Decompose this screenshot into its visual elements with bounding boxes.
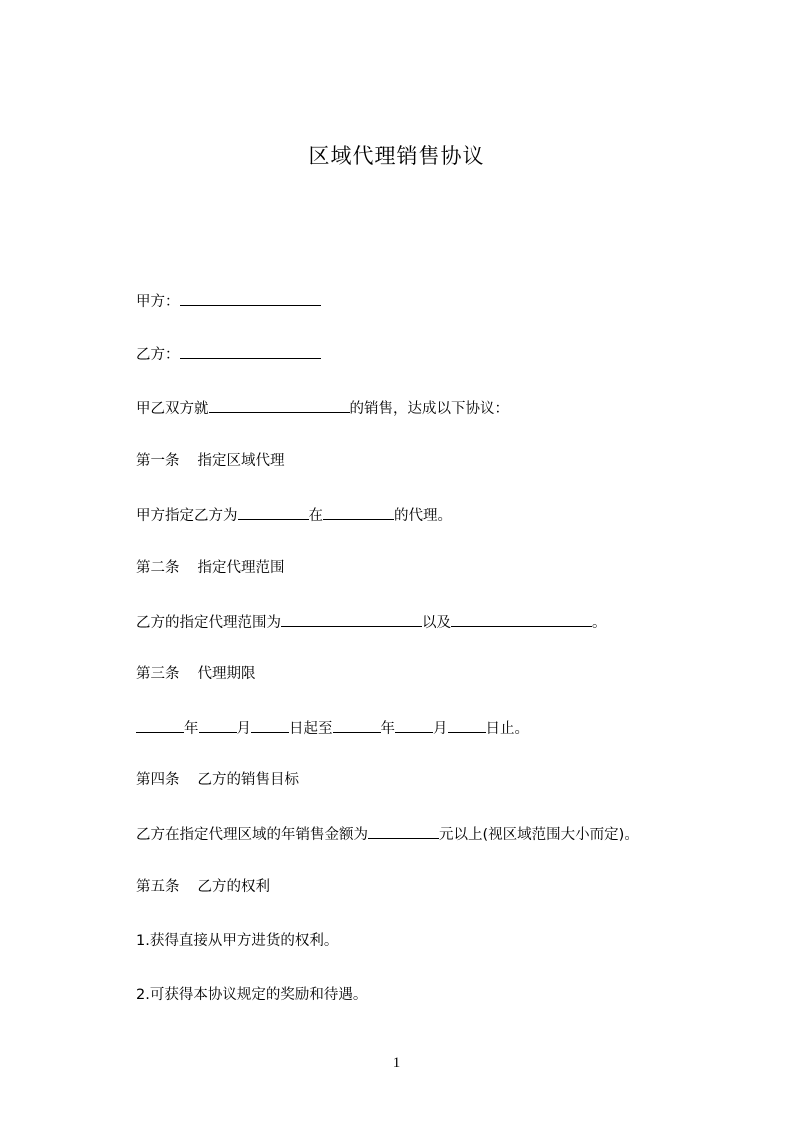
start-year-label: 年 (184, 721, 199, 737)
end-month-blank (395, 718, 433, 733)
article-4-number: 第四条 (136, 772, 180, 788)
start-month-label: 月 (236, 721, 251, 737)
article-4-text-b: 元以上(视区域范围大小而定)。 (439, 827, 639, 843)
scope-blank-1 (281, 612, 422, 627)
article-2-body (136, 612, 607, 633)
article-3-number: 第三条 (136, 666, 180, 682)
end-day-label: 日止。 (485, 721, 529, 737)
party-b-label: 乙方： (136, 347, 180, 363)
article-5-item-1: 1.获得直接从甲方进货的权利。 (136, 933, 339, 949)
product-blank (209, 398, 350, 413)
article-4-heading (136, 770, 299, 790)
article-1-text-b: 在 (308, 508, 323, 524)
party-b-line (136, 344, 321, 365)
party-a-blank (180, 291, 321, 306)
party-b-blank (180, 344, 321, 359)
article-4-title: 乙方的销售目标 (197, 772, 299, 788)
article-4-text-a: 乙方在指定代理区域的年销售金额为 (136, 827, 368, 843)
article-5-title: 乙方的权利 (197, 879, 270, 895)
article-3-heading (136, 664, 256, 684)
start-month-blank (199, 718, 237, 733)
end-month-label: 月 (433, 721, 448, 737)
article-2-title: 指定代理范围 (197, 560, 285, 576)
article-3-title: 代理期限 (197, 666, 256, 682)
end-day-blank (448, 718, 486, 733)
party-a-line (136, 291, 321, 312)
end-year-blank (333, 718, 381, 733)
article-1-text-a: 甲方指定乙方为 (136, 508, 238, 524)
article-2-heading (136, 558, 285, 578)
article-1-number: 第一条 (136, 453, 180, 469)
start-day-blank (251, 718, 289, 733)
article-4-body (136, 824, 639, 845)
article-5-heading (136, 877, 270, 897)
article-3-body (136, 718, 529, 739)
article-2-text-c: 。 (592, 615, 607, 631)
article-1-body (136, 505, 452, 526)
article-2-text-b: 以及 (422, 615, 451, 631)
document-title: 区域代理销售协议 (308, 144, 485, 168)
region-blank (323, 505, 394, 520)
intro-prefix: 甲乙双方就 (136, 401, 209, 417)
article-1-heading (136, 451, 285, 471)
intro-suffix: 的销售，达成以下协议： (349, 401, 509, 417)
scope-blank-2 (451, 612, 592, 627)
article-1-text-c: 的代理。 (394, 508, 452, 524)
article-2-text-a: 乙方的指定代理范围为 (136, 615, 281, 631)
page-number: 1 (392, 1055, 401, 1071)
sales-amount-blank (368, 824, 439, 839)
party-a-label: 甲方： (136, 294, 180, 310)
start-year-blank (136, 718, 184, 733)
article-5-number: 第五条 (136, 879, 180, 895)
start-day-label: 日起至 (289, 721, 333, 737)
article-1-title: 指定区域代理 (197, 453, 285, 469)
article-5-item-2: 2.可获得本协议规定的奖励和待遇。 (136, 987, 368, 1003)
agent-blank (238, 505, 309, 520)
intro-line (136, 398, 509, 419)
article-2-number: 第二条 (136, 560, 180, 576)
end-year-label: 年 (380, 721, 395, 737)
